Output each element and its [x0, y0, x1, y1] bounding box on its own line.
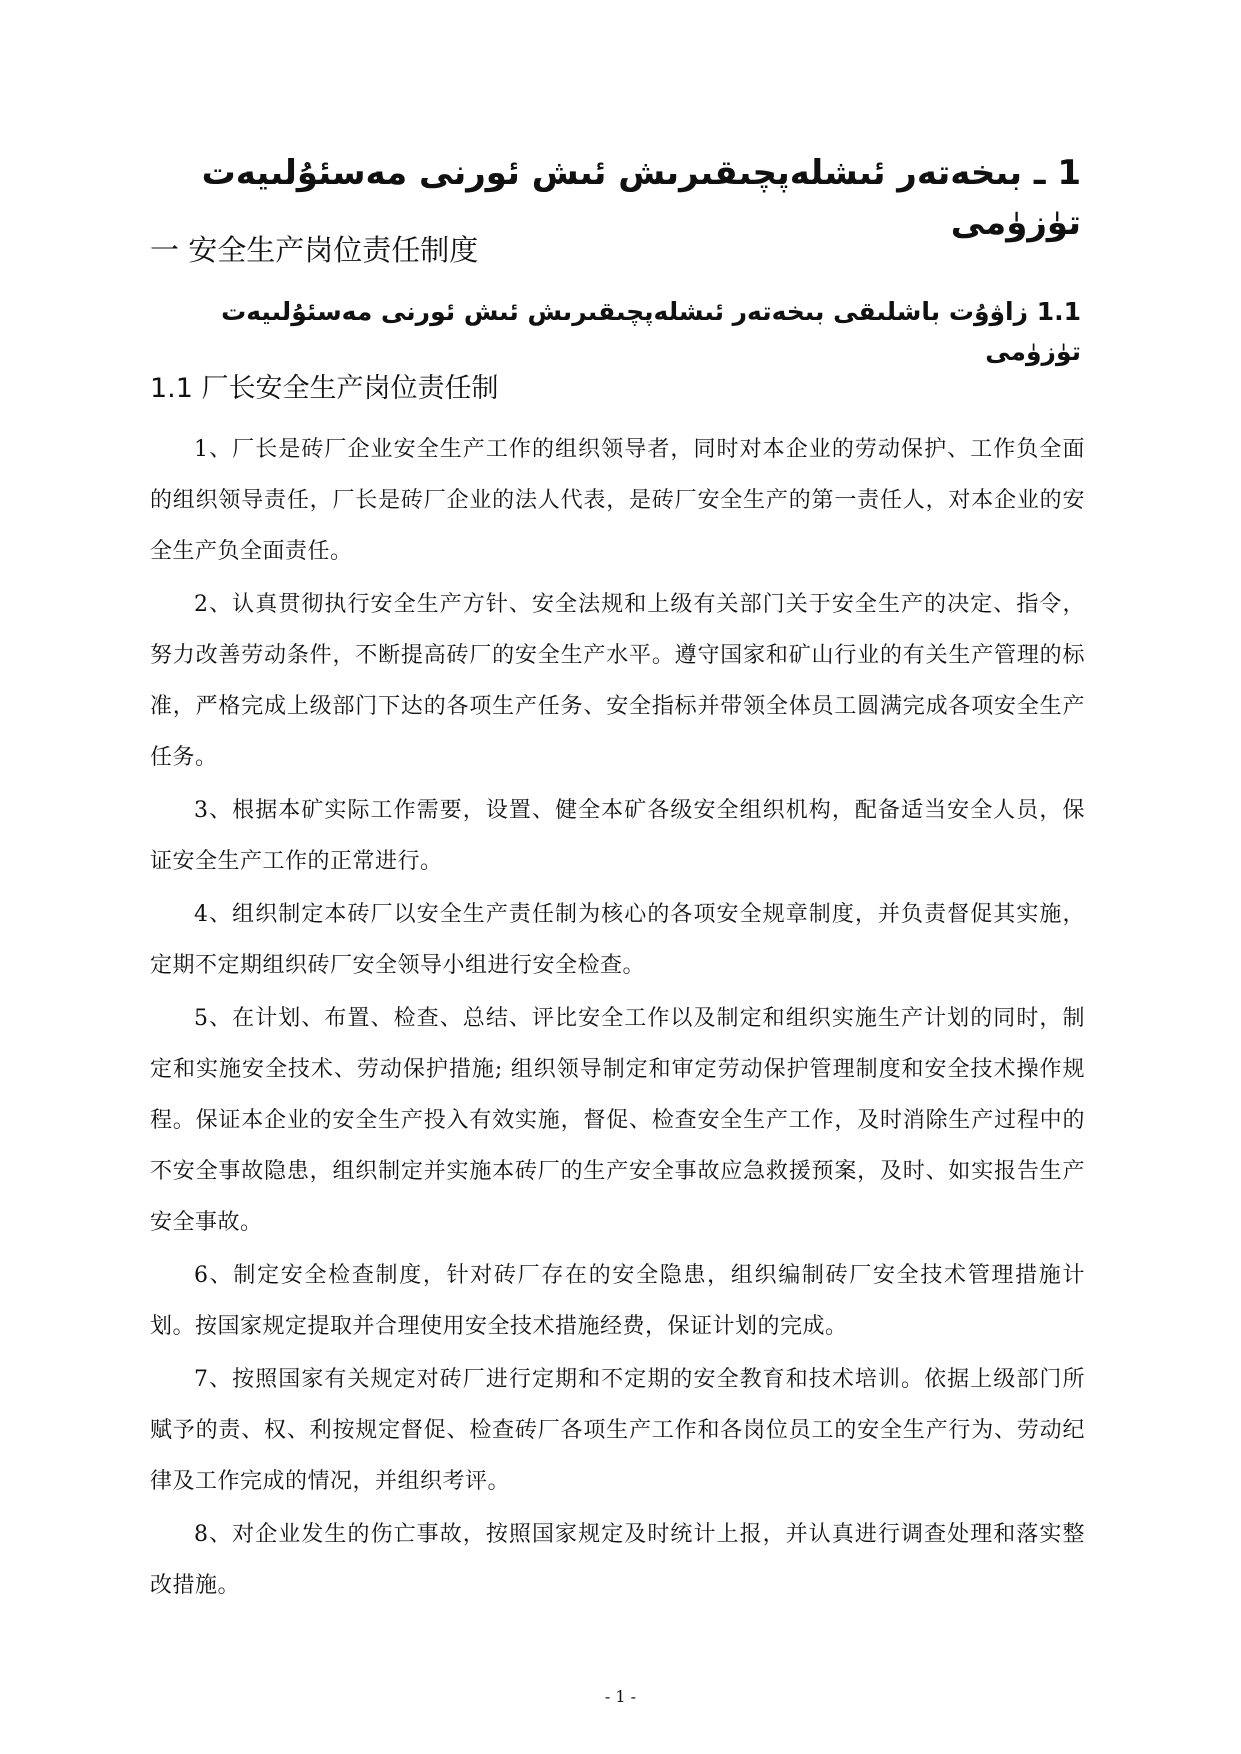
paragraph-4: 4、组织制定本砖厂以安全生产责任制为核心的各项安全规章制度，并负责督促其实施，定期不定期组织砖厂安全领导小组进行安全检查。 [150, 902, 1085, 978]
subheading-uyghur: 1.1 زاۋۇت باشلىقى بىخەتەر ئىشلەپچىقىرىش ئىش ئورنى مەسئۇلىيەت تۈزۈمى [221, 297, 1081, 366]
paragraph-2: 2、认真贯彻执行安全生产方针、安全法规和上级有关部门关于安全生产的决定、指令，努力改善劳动条件，不断提高砖厂的安全生产水平。遵守国家和矿山行业的有关生产管理的标准，严格完成上级部门下达的各项生产任务、安全指标并带领全体员工圆满完成各项安全生产任务。 [150, 592, 1085, 770]
paragraph-3: 3、根据本矿实际工作需要，设置、健全本矿各级安全组织机构，配备适当安全人员，保证安全生产工作的正常进行。 [150, 798, 1085, 874]
paragraph-6: 6、制定安全检查制度，针对砖厂存在的安全隐患，组织编制砖厂安全技术管理措施计划。按国家规定提取并合理使用安全技术措施经费，保证计划的完成。 [150, 1263, 1085, 1339]
paragraph-7: 7、按照国家有关规定对砖厂进行定期和不定期的安全教育和技术培训。依据上级部门所赋予的责、权、利按规定督促、检查砖厂各项生产工作和各岗位员工的安全生产行为、劳动纪律及工作完成的情况，并组织考评。 [150, 1367, 1085, 1494]
page-number: - 1 - [604, 1687, 637, 1706]
paragraph-1: 1、厂长是砖厂企业安全生产工作的组织领导者，同时对本企业的劳动保护、工作负全面的组织领导责任，厂长是砖厂企业的法人代表，是砖厂安全生产的第一责任人，对本企业的安全生产负全面责任。 [150, 437, 1085, 564]
paragraph-8: 8、对企业发生的伤亡事故，按照国家规定及时统计上报，并认真进行调查处理和落实整改措施。 [150, 1522, 1085, 1598]
subheading-chinese: 1.1 厂长安全生产岗位责任制 [150, 373, 499, 404]
paragraph-5: 5、在计划、布置、检查、总结、评比安全工作以及制定和组织实施生产计划的同时，制定和实施安全技术、劳动保护措施; 组织领导制定和审定劳动保护管理制度和安全技术操作规程。保证本企业的安全生产投入有效实施，督促、检查安全生产工作，及时消除生产过程中的不安全事故隐患，组织制定并实施本砖厂的生产安全事故应急救援预案，及时、如实报告生产安全事故。 [150, 1006, 1085, 1235]
heading-uyghur: 1 ـ بىخەتەر ئىشلەپچىقىرىش ئىش ئورنى مەسئۇلىيەت تۈزۈمى [201, 153, 1081, 243]
heading-chinese: 一 安全生产岗位责任制度 [150, 233, 479, 267]
document-body [150, 424, 1085, 1613]
